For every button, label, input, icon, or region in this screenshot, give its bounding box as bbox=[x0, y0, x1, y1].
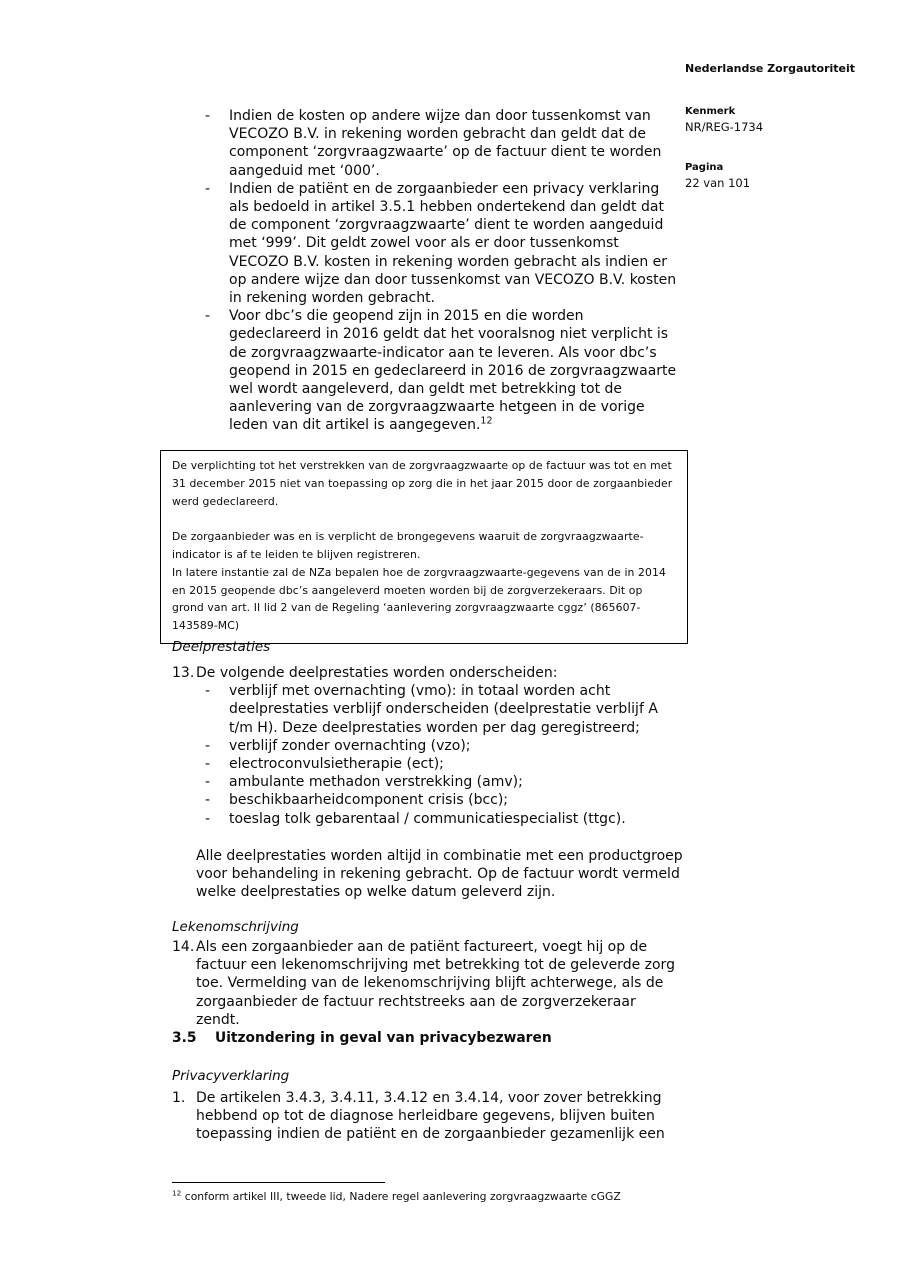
list-item bbox=[172, 307, 678, 434]
list-item bbox=[172, 682, 678, 737]
list-item-text: beschikbaarheidcomponent crisis (bcc); bbox=[229, 792, 509, 809]
list-item bbox=[172, 180, 678, 307]
list-item bbox=[172, 810, 678, 828]
section-heading-3-5 bbox=[172, 1029, 721, 1047]
item-number: 1. bbox=[172, 1090, 186, 1106]
list-item bbox=[172, 755, 678, 773]
privacyverklaring-heading: Privacyverklaring bbox=[172, 1068, 290, 1084]
list-item bbox=[172, 107, 678, 180]
main-text-column bbox=[172, 107, 683, 1143]
deelprestaties-heading: Deelprestaties bbox=[172, 639, 271, 655]
pagina-value: 22 van 101 bbox=[685, 176, 751, 190]
list-item-text: toeslag tolk gebarentaal / communicatiespecialist (ttgc). bbox=[229, 810, 626, 827]
numbered-item bbox=[172, 664, 678, 682]
lekenomschrijving-item-14 bbox=[172, 938, 678, 1029]
list-item bbox=[172, 791, 678, 809]
item-number: 13. bbox=[172, 665, 195, 681]
section-title: Uitzondering in geval van privacybezwaren bbox=[215, 1030, 552, 1046]
top-bullet-list bbox=[172, 107, 678, 435]
kenmerk-label: Kenmerk bbox=[685, 106, 736, 117]
list-item-text: electroconvulsietherapie (ect); bbox=[229, 756, 444, 773]
privacyverklaring-item-1 bbox=[172, 1089, 678, 1144]
list-item-text: Voor dbc’s die geopend zijn in 2015 en die worden gedeclareerd in 2016 geldt dat het vooralsnog niet verplicht is de zorgvraagzwaarte-indicator aan te leveren. Als voor dbc’s geopend in 2015 en gedeclareerd in 2016 de zorgvraagzwaarte wel wordt aangeleverd, dan geldt met betrekking tot de aanlevering van de zorgvraagzwaarte hetgeen in de vorige leden van dit artikel is aangegeven. bbox=[229, 308, 677, 434]
pagina-label: Pagina bbox=[685, 162, 724, 173]
list-item-text: verblijf zonder overnachting (vzo); bbox=[229, 737, 471, 754]
numbered-item bbox=[172, 1089, 678, 1144]
lekenomschrijving-heading: Lekenomschrijving bbox=[172, 919, 299, 935]
footnote-number: 12 bbox=[172, 1188, 182, 1198]
footnote-separator-rule bbox=[172, 1182, 385, 1183]
pagina-block bbox=[685, 162, 865, 190]
deelprestaties-item-13 bbox=[172, 664, 678, 828]
numbered-item bbox=[172, 938, 678, 1029]
note-paragraph: De zorgaanbieder was en is verplicht de brongegevens waaruit de zorgvraagzwaarte-indicator is af te leiden te blijven registreren. bbox=[172, 530, 644, 561]
item-text: De volgende deelprestaties worden onderscheiden: bbox=[196, 665, 558, 681]
footnote-text: conform artikel III, tweede lid, Nadere regel aanlevering zorgvraagzwaarte cGGZ bbox=[181, 1190, 621, 1203]
footnote bbox=[172, 1182, 692, 1204]
list-item bbox=[172, 773, 678, 791]
deelprestaties-closing-paragraph: Alle deelprestaties worden altijd in combinatie met een productgroep voor behandeling in rekening gebracht. Op de factuur wordt vermeld welke deelprestaties op welke datum geleverd zijn. bbox=[196, 848, 683, 901]
org-title: Nederlandse Zorgautoriteit bbox=[685, 62, 856, 75]
item-text: De artikelen 3.4.3, 3.4.11, 3.4.12 en 3.4.14, voor zover betrekking hebbend op tot de diagnose herleidbare gegevens, blijven buiten toepassing indien de patiënt en de zorgaanbieder gezamenlijk een bbox=[196, 1090, 665, 1143]
footnote-line bbox=[172, 1189, 692, 1204]
kenmerk-block bbox=[685, 106, 865, 134]
section-number: 3.5 bbox=[172, 1030, 197, 1046]
note-box bbox=[160, 450, 688, 644]
list-item-text: Indien de kosten op andere wijze dan door tussenkomst van VECOZO B.V. in rekening worden gebracht dan geldt dat de component ‘zorgvraagzwaarte’ op de factuur dient te worden aangeduid met ‘000’. bbox=[229, 108, 662, 179]
list-item-text: Indien de patiënt en de zorgaanbieder een privacy verklaring als bedoeld in artikel 3.5.1 hebben ondertekend dan geldt dat de component ‘zorgvraagzwaarte’ dient te worden aangeduid met ‘999’. Dit geldt zowel voor als er door tussenkomst VECOZO B.V. kosten in rekening worden gebracht als indien er op andere wijze dan door tussenkomst van VECOZO B.V. kosten in rekening worden gebracht. bbox=[229, 180, 677, 307]
kenmerk-value: NR/REG-1734 bbox=[685, 120, 764, 134]
list-item-text: ambulante methadon verstrekking (amv); bbox=[229, 774, 523, 791]
footnote-ref-superscript: 12 bbox=[480, 415, 493, 427]
note-paragraph: In latere instantie zal de NZa bepalen hoe de zorgvraagzwaarte-gegevens van de in 2014 en 2015 geopende dbc’s aangeleverd moeten worden bij de zorgverzekeraars. Dit op grond van art. II lid 2 van de Regeling ‘aanlevering zorgvraagzwaarte cggz’ (865607-143589-MC) bbox=[172, 565, 666, 633]
list-item bbox=[172, 737, 678, 755]
note-paragraph: De verplichting tot het verstrekken van de zorgvraagzwaarte op de factuur was tot en met 31 december 2015 niet van toepassing op zorg die in het jaar 2015 door de zorgaanbieder werd gedeclareerd. bbox=[172, 459, 673, 508]
item-number: 14. bbox=[172, 939, 195, 955]
list-item-text: verblijf met overnachting (vmo): in totaal worden acht deelprestaties verblijf onderscheiden (deelprestatie verblijf A t/m H). Deze deelprestaties worden per dag geregistreerd; bbox=[229, 683, 658, 736]
item-text: Als een zorgaanbieder aan de patiënt factureert, voegt hij op de factuur een lekenomschrijving met betrekking tot de geleverde zorg toe. Vermelding van de lekenomschrijving blijft achterwege, als de zorgaanbieder de factuur rechtstreeks aan de zorgverzekeraar zendt. bbox=[196, 939, 675, 1028]
